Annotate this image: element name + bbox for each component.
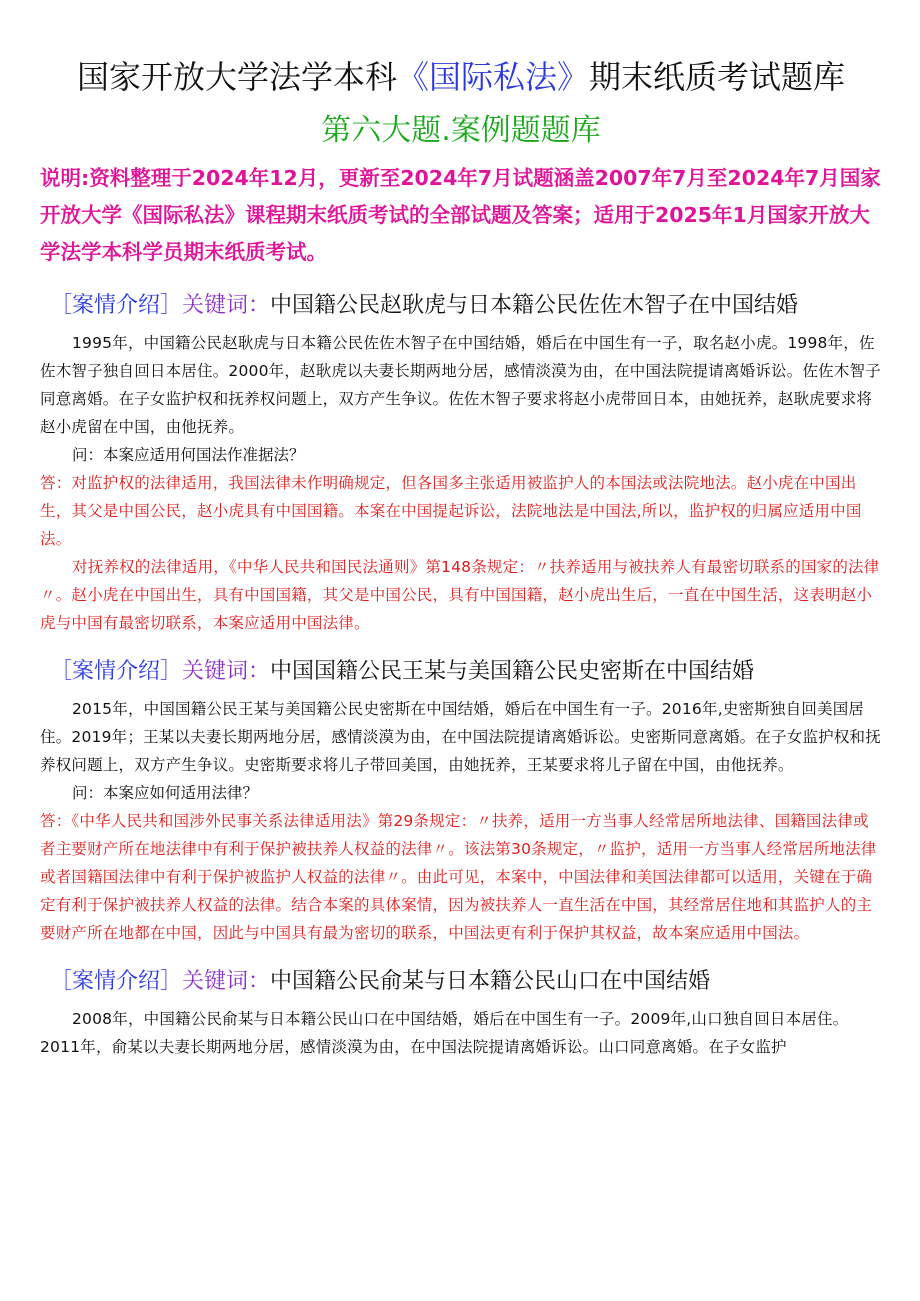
description: 说明:资料整理于2024年12月，更新至2024年7月试题涵盖2007年7月至2024年7月国家开放大学《国际私法》课程期末纸质考试的全部试题及答案；适用于2025年1月国家开放大学法学本科学员期末纸质考试。 xyxy=(40,166,881,264)
case-answer: 答：《中华人民共和国涉外民事关系法律适用法》第29条规定：〃扶养，适用一方当事人经常居所地法律、国籍国法律或者主要财产所在地法律中有利于保护被扶养人权益的法律〃。该法第30条规定，〃监护，适用一方当事人经常居所地法律或者国籍国法律中有利于保护被监护人权益的法律〃。由此可见，本案中，中国法律和美国法律都可以适用，关键在于确定有利于保护被扶养人权益的法律。结合本案的具体案情，因为被扶养人一直生活在中国，其经常居住地和其监护人的主要财产所在地都在中国，因此与中国具有最为密切的联系，中国法更有利于保护其权益，故本案应适用中国法。 xyxy=(40,812,877,942)
case-block xyxy=(40,655,882,947)
case-tag: ［案情介绍］ xyxy=(50,293,183,318)
keyword-label: 关键词： xyxy=(182,969,271,994)
title-part-3: 期末纸质考试题库 xyxy=(589,58,846,96)
case-question: 问：本案应适用何国法作准据法？ xyxy=(72,446,305,464)
case-question: 问：本案应如何适用法律？ xyxy=(72,784,259,802)
keyword-label: 关键词： xyxy=(182,659,271,684)
case-block xyxy=(40,289,882,637)
case-heading xyxy=(50,965,882,999)
page-title xyxy=(40,54,882,100)
title-part-1: 国家开放大学法学本科 xyxy=(76,58,397,96)
case-heading xyxy=(50,655,882,689)
case-paragraph: 2015年，中国国籍公民王某与美国籍公民史密斯在中国结婚，婚后在中国生有一子。2016年,史密斯独自回美国居住。2019年；王某以夫妻长期两地分居，感情淡漠为由，在中国法院提请离婚诉讼。史密斯同意离婚。在子女监护权和抚养权问题上，双方产生争议。史密斯要求将儿子带回美国，由她抚养，王某要求将儿子留在中国，由他抚养。 xyxy=(40,700,881,774)
case-tag: ［案情介绍］ xyxy=(50,659,183,684)
case-title: 中国籍公民赵耿虎与日本籍公民佐佐木智子在中国结婚 xyxy=(270,293,799,318)
case-title: 中国国籍公民王某与美国籍公民史密斯在中国结婚 xyxy=(270,659,755,684)
case-tag: ［案情介绍］ xyxy=(50,969,183,994)
case-paragraph: 2008年，中国籍公民俞某与日本籍公民山口在中国结婚，婚后在中国生有一子。2009年,山口独自回日本居住。2011年，俞某以夫妻长期两地分居，感情淡漠为由，在中国法院提请离婚诉讼。山口同意离婚。在子女监护 xyxy=(40,1010,849,1056)
section-subtitle: 第六大题.案例题题库 xyxy=(321,113,601,148)
case-heading xyxy=(50,289,882,323)
case-answer: 答：对监护权的法律适用，我国法律未作明确规定，但各国多主张适用被监护人的本国法或法院地法。赵小虎在中国出生，其父是中国公民，赵小虎具有中国国籍。本案在中国提起诉讼，法院地法是中国法,所以，监护权的归属应适用中国法。 xyxy=(40,474,862,548)
case-paragraph: 1995年，中国籍公民赵耿虎与日本籍公民佐佐木智子在中国结婚，婚后在中国生有一子，取名赵小虎。1998年，佐佐木智子独自回日本居住。2000年，赵耿虎以夫妻长期两地分居，感情淡漠为由，在中国法院提请离婚诉讼。佐佐木智子同意离婚。在子女监护权和抚养权问题上，双方产生争议。佐佐木智子要求将赵小虎带回日本，由她抚养，赵耿虎要求将赵小虎留在中国，由他抚养。 xyxy=(40,334,881,436)
title-course-name: 《国际私法》 xyxy=(396,58,589,96)
keyword-label: 关键词： xyxy=(182,293,271,318)
case-block xyxy=(40,965,882,1061)
case-title: 中国籍公民俞某与日本籍公民山口在中国结婚 xyxy=(270,969,711,994)
case-answer: 对抚养权的法律适用，《中华人民共和国民法通则》第148条规定：〃扶养适用与被扶养人有最密切联系的国家的法律〃。赵小虎在中国出生，具有中国国籍，其父是中国公民，具有中国国籍，赵小虎出生后，一直在中国生活，这表明赵小虎与中国有最密切联系，本案应适用中国法律。 xyxy=(40,558,880,632)
